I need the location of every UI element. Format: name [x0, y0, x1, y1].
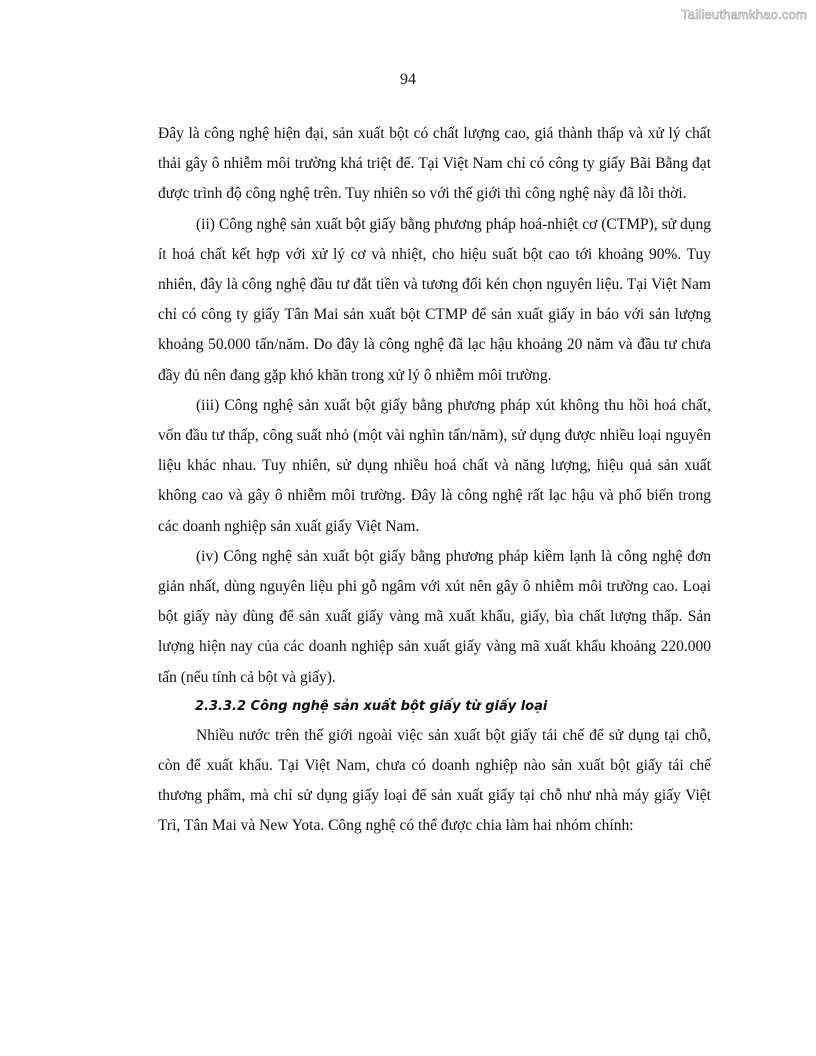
paragraph-ctmp: (ii) Công nghệ sản xuất bột giấy bằng phương pháp hoá-nhiệt cơ (CTMP), sử dụng ít hoá chất kết hợp với xử lý cơ và nhiệt, cho hiệu suất bột cao tới khoảng 90%. Tuy nhiên, đây là công nghệ đầu tư đắt tiền và tương đối kén chọn nguyên liệu. Tại Việt Nam chỉ có công ty giấy Tân Mai sản xuất bột CTMP để sản xuất giấy in báo với sản lượng khoảng 50.000 tấn/năm. Do đây là công nghệ đã lạc hậu khoảng 20 năm và đầu tư chưa đầy đủ nên đang gặp khó khăn trong xử lý ô nhiễm môi trường.: [158, 215, 711, 384]
paragraph-intro: Đây là công nghệ hiện đại, sản xuất bột có chất lượng cao, giá thành thấp và xử lý chất thải gây ô nhiễm môi trường khá triệt để. Tại Việt Nam chỉ có công ty giấy Bãi Bằng đạt được trình độ công nghệ trên. Tuy nhiên so với thế giới thì công nghệ này đã lỗi thời.: [158, 125, 711, 203]
document-body: [158, 119, 711, 842]
paragraph-cold-alkali: (iv) Công nghệ sản xuất bột giấy bằng phương pháp kiềm lạnh là công nghệ đơn giản nhất, dùng nguyên liệu phi gỗ ngâm với xút nên gây ô nhiễm môi trường cao. Loại bột giấy này dùng để sản xuất giấy vàng mã xuất khẩu, giấy, bìa chất lượng thấp. Sản lượng hiện nay của các doanh nghiệp sản xuất giấy vàng mã xuất khẩu khoảng 220.000 tấn (nếu tính cả bột và giấy).: [158, 547, 711, 686]
page-number: 94: [400, 71, 416, 88]
section-heading: 2.3.3.2 Công nghệ sản xuất bột giấy từ giấy loại: [195, 698, 548, 714]
paragraph-soda-process: (iii) Công nghệ sản xuất bột giấy bằng phương pháp xút không thu hồi hoá chất, vốn đầu tư thấp, công suất nhỏ (một vài nghìn tấn/năm), sử dụng được nhiều loại nguyên liệu khác nhau. Tuy nhiên, sử dụng nhiều hoá chất và năng lượng, hiệu quả sản xuất không cao và gây ô nhiễm môi trường. Đây là công nghệ rất lạc hậu và phổ biến trong các doanh nghiệp sản xuất giấy Việt Nam.: [158, 396, 711, 535]
watermark-text: Tailieuthamkhao.com: [681, 7, 807, 22]
paragraph-recycled-paper: Nhiều nước trên thế giới ngoài việc sản xuất bột giấy tái chế để sử dụng tại chỗ, còn để xuất khẩu. Tại Việt Nam, chưa có doanh nghiệp nào sản xuất bột giấy tái chế thương phẩm, mà chỉ sử dụng giấy loại để sản xuất giấy tại chỗ như nhà máy giấy Việt Trì, Tân Mai và New Yota. Công nghệ có thể được chia làm hai nhóm chính:: [158, 726, 711, 835]
